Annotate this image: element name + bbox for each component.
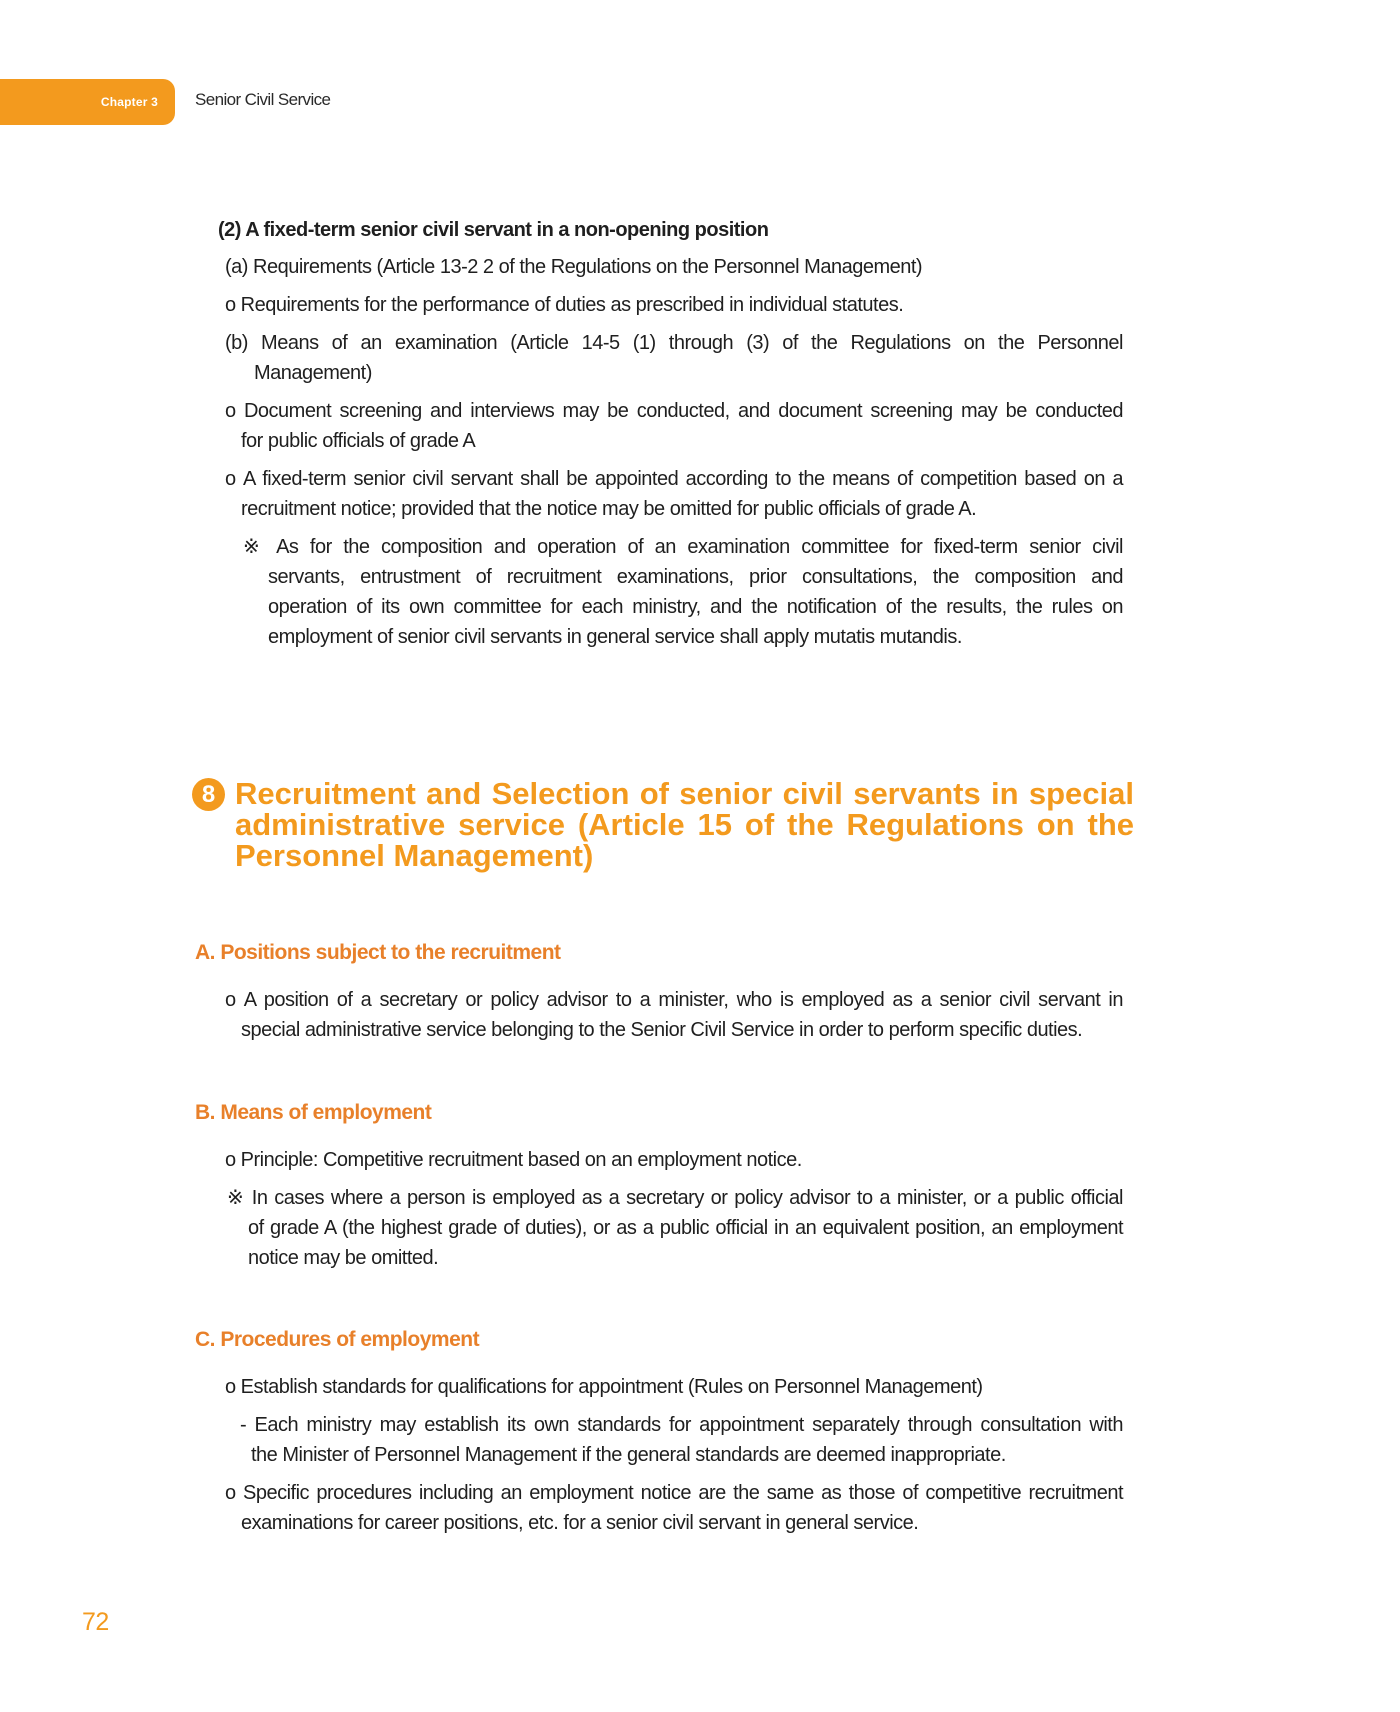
section-number-badge: 8 xyxy=(192,778,225,811)
bullet-item-continued: recruitment notice; provided that the notice may be omitted for public officials of grade A. xyxy=(241,498,977,520)
bullet-item-continued: for public officials of grade A xyxy=(241,430,476,452)
chapter-tab xyxy=(0,79,175,125)
note-item-continued: of grade A (the highest grade of duties), or as a public official in an equivalent position, an employment xyxy=(248,1217,1123,1239)
subsection-title: (2) A fixed-term senior civil servant in a non-opening position xyxy=(218,219,769,241)
bullet-item: ο Requirements for the performance of duties as prescribed in individual statutes. xyxy=(225,294,904,316)
note-item-continued: operation of its own committee for each ministry, and the notification of the results, the rules on xyxy=(268,596,1123,618)
heading-positions: A. Positions subject to the recruitment xyxy=(195,941,561,964)
section-heading xyxy=(192,778,1134,871)
heading-means: B. Means of employment xyxy=(195,1101,432,1124)
requirements-item: (a) Requirements (Article 13-2 2 of the Regulations on the Personnel Management) xyxy=(225,256,923,278)
running-title: Senior Civil Service xyxy=(195,90,331,109)
section-heading-line: Personnel Management) xyxy=(235,838,594,873)
note-item-continued: notice may be omitted. xyxy=(248,1247,439,1269)
chapter-label: Chapter 3 xyxy=(100,95,158,109)
means-item-continued: Management) xyxy=(254,362,372,384)
bullet-item-continued: examinations for career positions, etc. for a senior civil servant in general service. xyxy=(241,1512,919,1534)
means-item: (b) Means of an examination (Article 14-5 (1) through (3) of the Regulations on the Personnel xyxy=(225,332,1123,354)
note-item: ※ In cases where a person is employed as a secretary or policy advisor to a minister, or a public official xyxy=(227,1187,1123,1209)
heading-procedures: C. Procedures of employment xyxy=(195,1328,480,1351)
page-number: 72 xyxy=(82,1608,109,1636)
section-heading-line: Recruitment and Selection of senior civil servants in special xyxy=(235,776,1134,811)
section-heading-line: administrative service (Article 15 of the Regulations on the xyxy=(235,807,1134,842)
bullet-item: ο A fixed-term senior civil servant shall be appointed according to the means of competition based on a xyxy=(225,468,1123,490)
bullet-item: ο Principle: Competitive recruitment based on an employment notice. xyxy=(225,1149,802,1171)
bullet-item: ο Document screening and interviews may be conducted, and document screening may be conducted xyxy=(225,400,1123,422)
bullet-item: ο A position of a secretary or policy advisor to a minister, who is employed as a senior civil servant in xyxy=(225,989,1123,1011)
bullet-item: ο Specific procedures including an employment notice are the same as those of competitive recruitment xyxy=(225,1482,1123,1504)
dash-item: - Each ministry may establish its own standards for appointment separately through consultation with xyxy=(240,1414,1123,1436)
note-item: ※ As for the composition and operation of an examination committee for fixed-term senior civil xyxy=(243,536,1123,558)
bullet-item: ο Establish standards for qualifications for appointment (Rules on Personnel Management) xyxy=(225,1376,983,1398)
dash-item-continued: the Minister of Personnel Management if the general standards are deemed inappropriate. xyxy=(251,1444,1006,1466)
note-item-continued: employment of senior civil servants in general service shall apply mutatis mutandis. xyxy=(268,626,962,648)
bullet-item-continued: special administrative service belonging to the Senior Civil Service in order to perform specific duties. xyxy=(241,1019,1083,1041)
note-item-continued: servants, entrustment of recruitment examinations, prior consultations, the composition and xyxy=(268,566,1123,588)
